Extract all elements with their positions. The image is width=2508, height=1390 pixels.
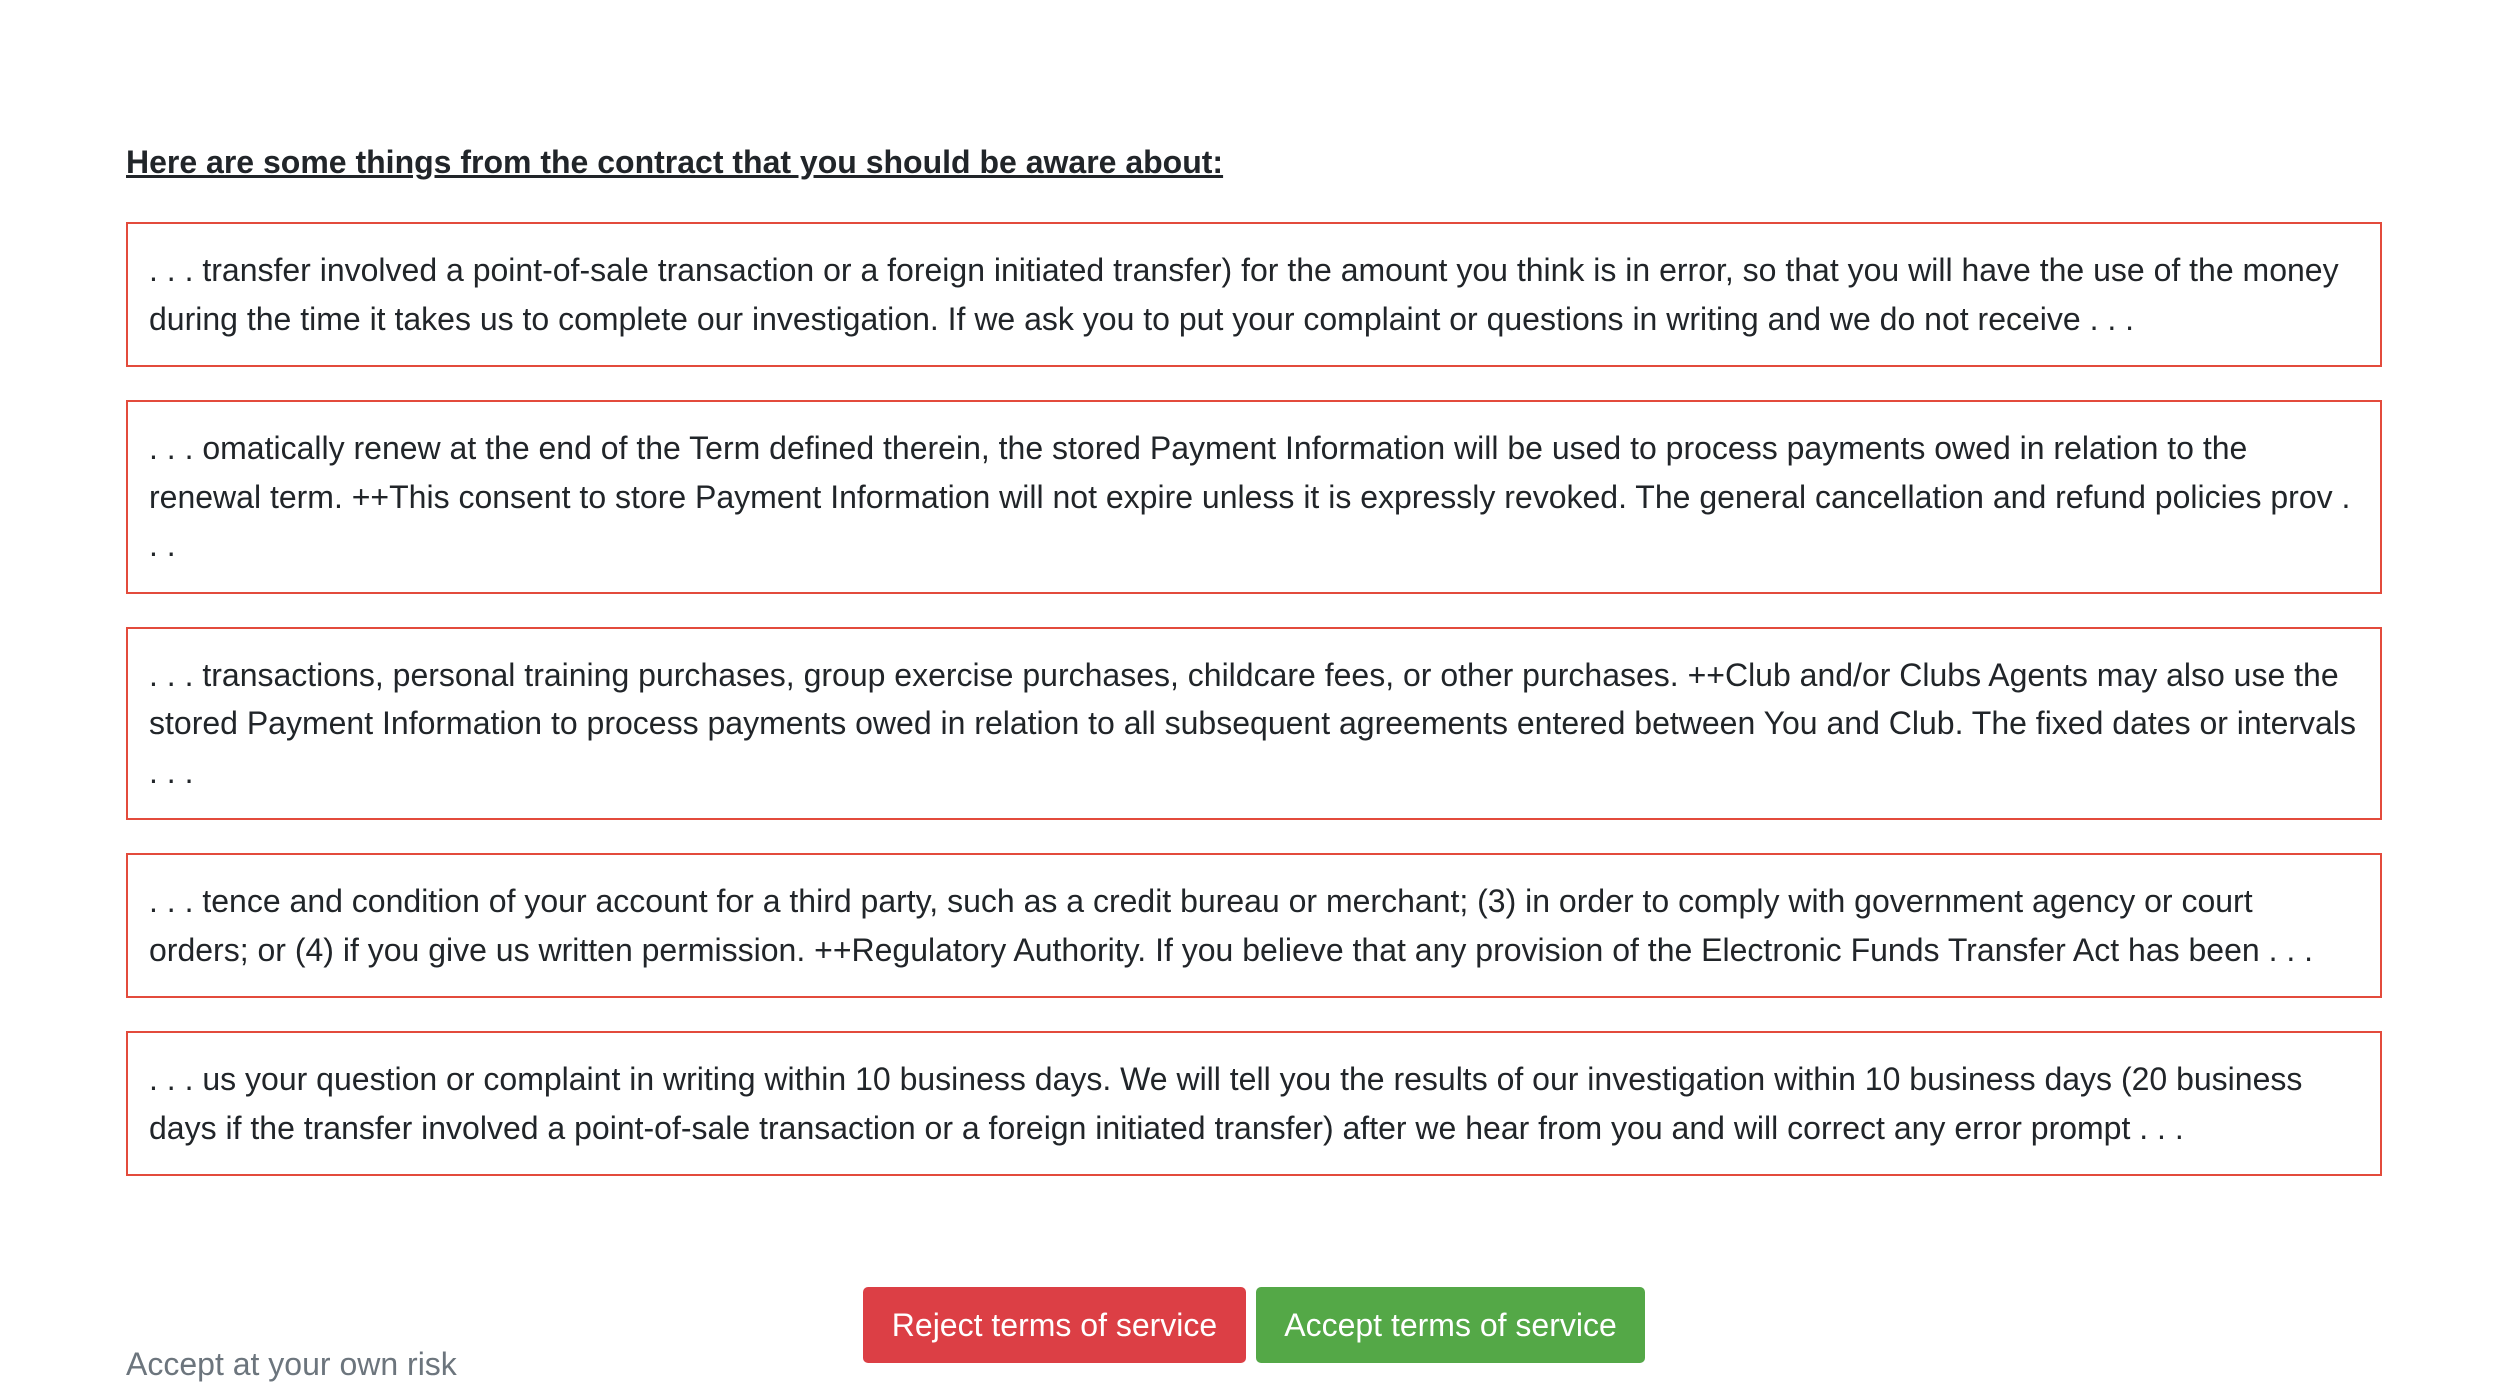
- page-heading: Here are some things from the contract that you should be aware about:: [126, 144, 1224, 180]
- contract-clause-1: . . . transfer involved a point-of-sale transaction or a foreign initiated transfer) for the amount you think is in error, so that you will have the use of the money during the time it takes us to complete our investigation. If we ask you to put your complaint or questions in writing and we do not receive . . .: [126, 222, 2382, 367]
- contract-clause-5: . . . us your question or complaint in writing within 10 business days. We will tell you the results of our investigation within 10 business days (20 business days if the transfer involved a point-of-sale transaction or a foreign initiated transfer) after we hear from you and will correct any error prompt . . .: [126, 1031, 2382, 1176]
- accept-terms-button[interactable]: Accept terms of service: [1256, 1287, 1645, 1363]
- reject-terms-button[interactable]: Reject terms of service: [863, 1287, 1246, 1363]
- contract-clause-4: . . . tence and condition of your account for a third party, such as a credit bureau or merchant; (3) in order to comply with government agency or court orders; or (4) if you give us written permission. ++Regulatory Authority. If you believe that any provision of the Electronic Funds Transfer Act has been . . .: [126, 853, 2382, 998]
- contract-clause-2: . . . omatically renew at the end of the Term defined therein, the stored Payment Information will be used to process payments owed in relation to the renewal term. ++This consent to store Payment Information will not expire unless it is expressly revoked. The general cancellation and refund policies prov . . .: [126, 400, 2382, 594]
- contract-summary: [126, 140, 2382, 1209]
- risk-note: Accept at your own risk: [126, 1346, 457, 1382]
- contract-clause-3: . . . transactions, personal training purchases, group exercise purchases, childcare fees, or other purchases. ++Club and/or Clubs Agents may also use the stored Payment Information to process payments owed in relation to all subsequent agreements entered between You and Club. The fixed dates or intervals . . .: [126, 627, 2382, 821]
